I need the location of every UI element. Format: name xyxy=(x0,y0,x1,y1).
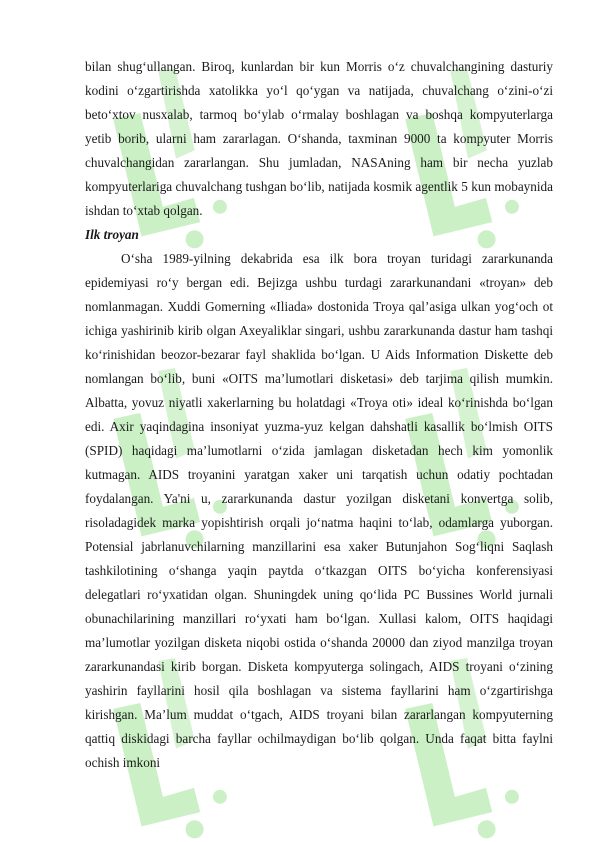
paragraph: bilan shug‘ullangan. Biroq, kunlardan bir kun Morris o‘z chuvalchangining dasturiy kodini o‘zgartirishda xatolikka yo‘l qo‘ygan va natijada, chuvalchang o‘zini-o‘zi beto‘xtov nusxalab, tarmoq bo‘ylab o‘rmalay boshlagan va boshqa kompyuterlarga yetib borib, ularni ham zararlagan. O‘shanda, taxminan 9000 ta kompyuter Morris chuvalchangidan zararlangan. Shu jumladan, NASAning ham bir necha yuzlab kompyuterlariga chuvalchang tushgan bo‘lib, natijada kosmik agentlik 5 kun mobaynida ishdan to‘xtab qolgan. xyxy=(85,59,553,218)
document-body xyxy=(85,55,553,775)
paragraph: O‘sha 1989-yilning dekabrida esa ilk bora troyan turidagi zararkunanda epidemiyasi ro‘y bergan edi. Bejizga ushbu turdagi zararkunandani «troyan» deb nomlanmagan. Xuddi Gomerning «Iliada» dostonida Troya qal’asiga ulkan yog‘och ot ichiga yashirinib kirib olgan Axeyaliklar singari, ushbu zararkunanda dastur ham tashqi ko‘rinishidan beozor-bezarar fayl shaklida bo‘lgan. U Aids Information Diskette deb nomlangan bo‘lib, buni «OITS ma’lumotlari disketasi» deb tarjima qilish mumkin. Albatta, yovuz niyatli xakerlarning bu holatdagi «Troya oti» ideal ko‘rinishda bo‘lgan edi. Axir yaqindagina insoniyat yuzma-yuz kelgan dahshatli kasallik bo‘lmish OITS (SPID) haqidagi ma’lumotlarni o‘zida jamlagan disketadan hech kim yomonlik kutmagan. AIDS troyanini yaratgan xaker uni tarqatish uchun odatiy pochtadan foydalangan. Ya'ni u, zararkunanda dastur yozilgan disketani konvertga solib, risoladagidek marka yopishtirish orqali jo‘natma haqini to‘lab, odamlarga yuborgan. Potensial jabrlanuvchilarning manzillarini esa xaker Butunjahon Sog‘liqni Saqlash tashkilotining o‘shanga yaqin paytda o‘tkazgan OITS bo‘yicha konferensiyasi delegatlari ro‘yxatidan olgan. Shuningdek uning qo‘lida PC Bussines World jurnali obunachilarining manzillari ro‘yxati ham bo‘lgan. Xullasi kalom, OITS haqidagi ma’lumotlar yozilgan disketa niqobi ostida o‘shanda 20000 dan ziyod manzilga troyan zararkunandasi kirib borgan. Disketa kompyuterga solingach, AIDS troyani o‘zining yashirin fayllarini hosil qila boshlagan va sistema fayllarini ham o‘zgartirishga kirishgan. Ma’lum muddat o‘tgach, AIDS troyani bilan zararlangan kompyuterning qattiq diskidagi barcha fayllar ochilmaydigan bo‘lib qolgan. Unda faqat bitta faylni ochish imkoni xyxy=(85,251,553,770)
section-heading: Ilk troyan xyxy=(85,227,139,242)
